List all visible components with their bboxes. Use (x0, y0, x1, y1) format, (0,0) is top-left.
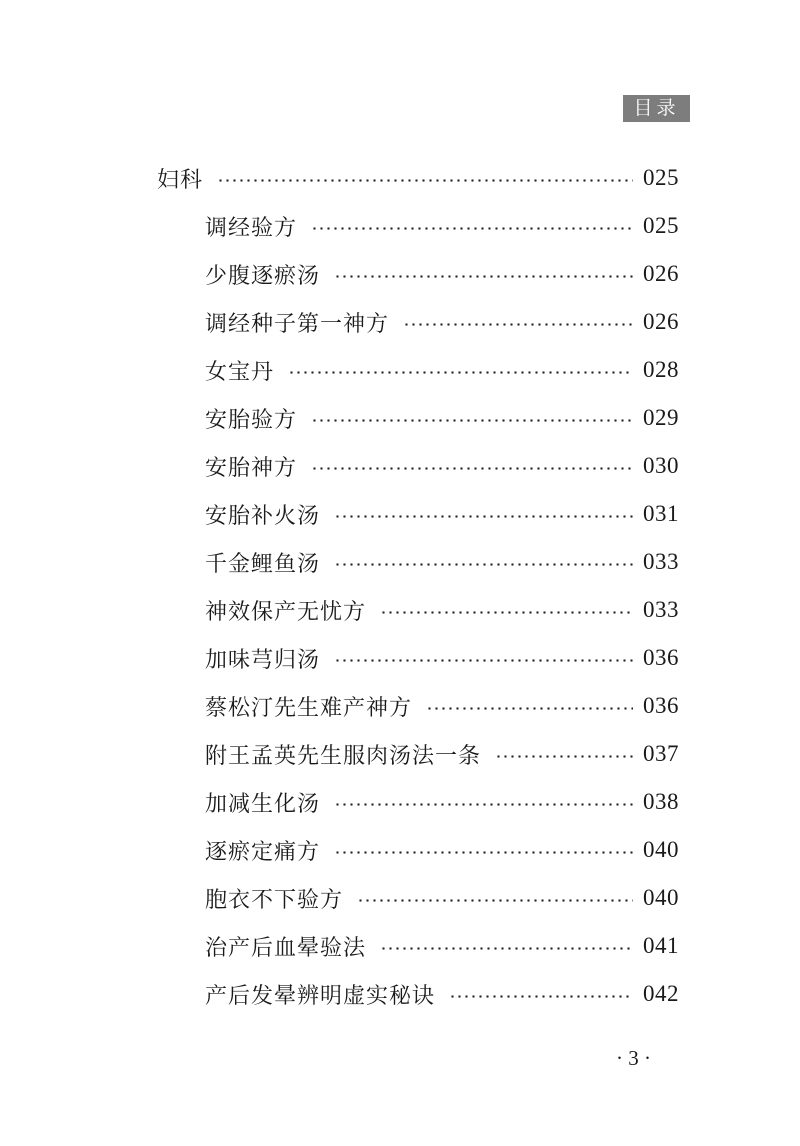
toc-entry[interactable] (205, 304, 679, 340)
toc-entry[interactable] (205, 352, 679, 388)
toc-entry[interactable] (205, 496, 679, 532)
toc-entry-page: 028 (643, 357, 679, 382)
dot-leader (288, 371, 633, 374)
toc-entry-page: 042 (643, 981, 679, 1006)
toc-entry[interactable] (205, 928, 679, 964)
toc-entry-page: 037 (643, 741, 679, 766)
toc-entry-page: 031 (643, 501, 679, 526)
dot-leader (449, 995, 633, 998)
toc-entry-title: 调经验方 (205, 215, 298, 241)
toc-entry-page: 041 (643, 933, 679, 958)
toc-entry-page: 038 (643, 789, 679, 814)
toc-entry-page: 029 (643, 405, 679, 430)
dot-leader (357, 899, 633, 902)
dot-leader (334, 851, 633, 854)
dot-leader (334, 515, 633, 518)
dot-leader (403, 323, 633, 326)
toc-entry-title: 安胎补火汤 (205, 503, 321, 529)
dot-leader (311, 227, 633, 230)
toc-entry[interactable] (205, 784, 679, 820)
toc-entry-page: 026 (643, 309, 679, 334)
toc-entry[interactable] (205, 880, 679, 916)
dot-leader (495, 755, 633, 758)
toc-entry[interactable] (205, 544, 679, 580)
toc-entry-page: 040 (643, 885, 679, 910)
dot-leader (380, 611, 633, 614)
toc-entry-page: 030 (643, 453, 679, 478)
toc-entry-title: 千金鲤鱼汤 (205, 551, 321, 577)
toc-entry-page: 025 (643, 165, 679, 190)
toc-entry-page: 040 (643, 837, 679, 862)
toc-entry-title: 治产后血晕验法 (205, 935, 367, 961)
toc-entry-title: 附王孟英先生服肉汤法一条 (205, 743, 482, 769)
toc-entry-title: 蔡松汀先生难产神方 (205, 695, 413, 721)
toc-entry[interactable] (205, 208, 679, 244)
toc-entry[interactable] (205, 592, 679, 628)
toc-entry[interactable] (205, 832, 679, 868)
toc-entry-title: 逐瘀定痛方 (205, 839, 321, 865)
toc-entry-title: 安胎验方 (205, 407, 298, 433)
toc-entry-title: 神效保产无忧方 (205, 599, 367, 625)
toc-entry-page: 036 (643, 645, 679, 670)
toc-entry[interactable] (205, 736, 679, 772)
toc-entry[interactable] (205, 976, 679, 1012)
toc-entry-title: 女宝丹 (205, 359, 275, 385)
dot-leader (380, 947, 633, 950)
toc-entry[interactable] (205, 448, 679, 484)
toc-entry-page: 033 (643, 597, 679, 622)
dot-leader (217, 179, 633, 182)
toc-entry[interactable] (205, 256, 679, 292)
toc-entry-page: 033 (643, 549, 679, 574)
toc-entry-title: 胞衣不下验方 (205, 887, 344, 913)
toc-entry-title: 加味芎归汤 (205, 647, 321, 673)
toc-entry-title: 妇科 (157, 167, 204, 193)
toc-entry-title: 调经种子第一神方 (205, 311, 390, 337)
toc-entry-page: 026 (643, 261, 679, 286)
dot-leader (334, 659, 633, 662)
toc-entry[interactable] (205, 688, 679, 724)
dot-leader (426, 707, 633, 710)
dot-leader (334, 275, 633, 278)
dot-leader (334, 563, 633, 566)
toc-entry-title: 加减生化汤 (205, 791, 321, 817)
toc-entry[interactable] (157, 160, 679, 196)
toc-entry[interactable] (205, 640, 679, 676)
toc-entry-page: 025 (643, 213, 679, 238)
section-tab: 目录 (623, 95, 690, 122)
page-number: · 3 · (616, 1046, 651, 1070)
toc-entry-title: 产后发晕辨明虚实秘诀 (205, 983, 436, 1009)
toc-entry-page: 036 (643, 693, 679, 718)
dot-leader (311, 419, 633, 422)
dot-leader (334, 803, 633, 806)
toc-entry-title: 少腹逐瘀汤 (205, 263, 321, 289)
dot-leader (311, 467, 633, 470)
toc-entry-title: 安胎神方 (205, 455, 298, 481)
toc-entry[interactable] (205, 400, 679, 436)
